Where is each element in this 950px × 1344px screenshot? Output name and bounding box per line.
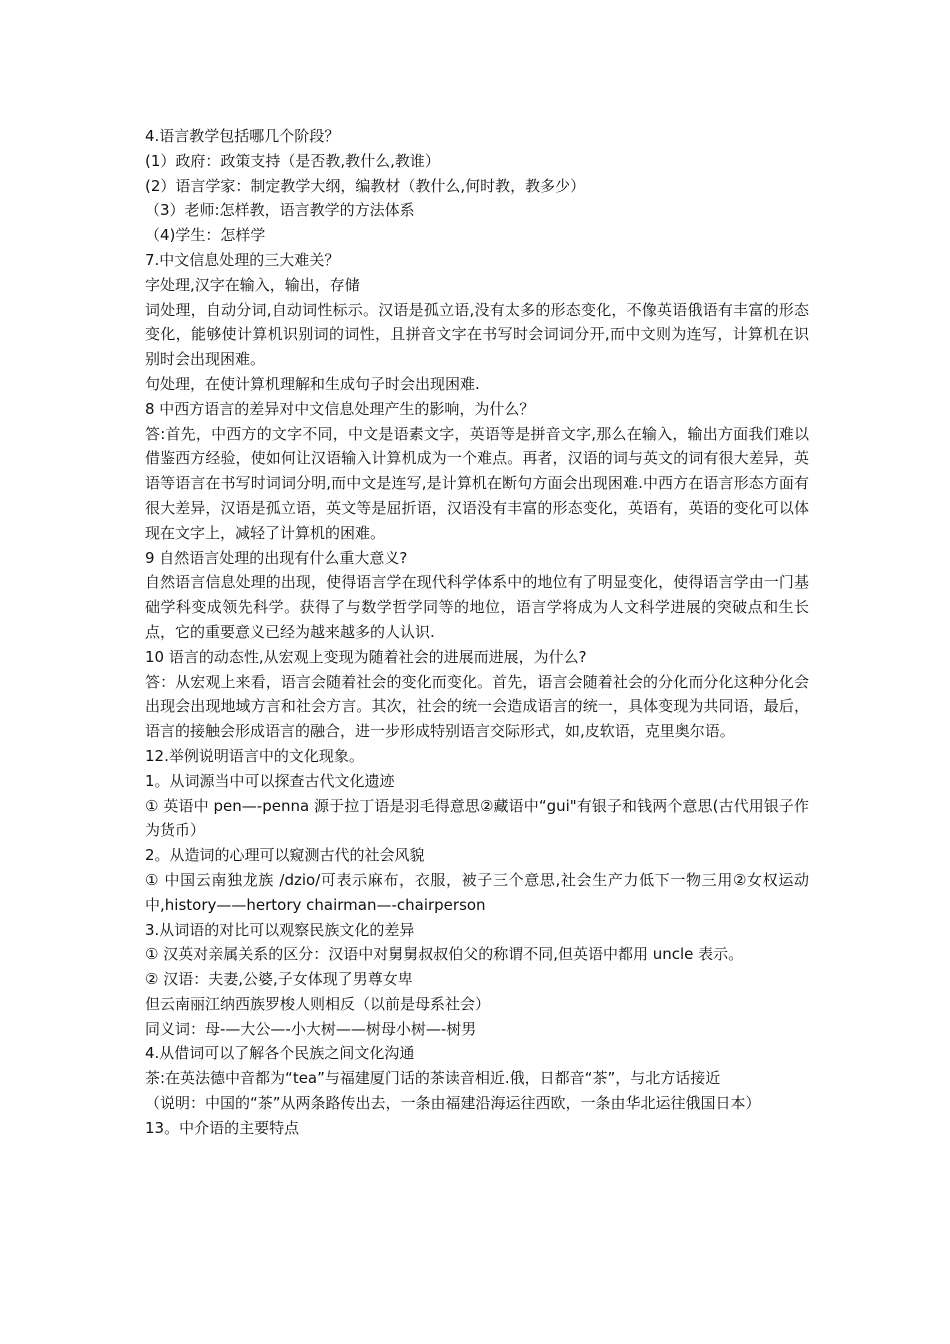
text-line: 3.从词语的对比可以观察民族文化的差异 bbox=[145, 920, 415, 939]
text-line: 4.从借词可以了解各个民族之间文化沟通 bbox=[145, 1044, 415, 1063]
heading-q7: 7.中文信息处理的三大难关？ bbox=[145, 250, 340, 269]
paragraph: ① 中国云南独龙族 /dzio/可表示麻布，衣服，被子三个意思,社会生产力低下一物三用②女权运动中,history——hertory chairman—-chairperson bbox=[145, 870, 809, 914]
heading-q9: 9 自然语言处理的出现有什么重大意义? bbox=[145, 548, 408, 567]
text-line: ② 汉语：夫妻,公婆,子女体现了男尊女卑 bbox=[145, 970, 413, 989]
text-line: 字处理,汉字在输入，输出，存储 bbox=[145, 275, 360, 294]
paragraph: 词处理，自动分词,自动词性标示。汉语是孤立语,没有太多的形态变化，不像英语俄语有丰富的形态变化，能够使计算机识别词的词性，且拼音文字在书写时会词词分开,而中文则为连写，计算机在识别时会出现困难。 bbox=[145, 300, 809, 369]
text-line: (1）政府：政策支持（是否教,教什么,教谁） bbox=[145, 151, 440, 170]
text-line: (2）语言学家：制定教学大纲，编教材（教什么,何时教，教多少） bbox=[145, 176, 586, 195]
text-line: 1。从词源当中可以探查古代文化遗迹 bbox=[145, 771, 395, 790]
text-line: 2。从造词的心理可以窥测古代的社会风貌 bbox=[145, 846, 425, 865]
heading-q8: 8 中西方语言的差异对中文信息处理产生的影响，为什么？ bbox=[145, 399, 535, 418]
text-line: 但云南丽江纳西族罗梭人则相反（以前是母系社会） bbox=[145, 994, 491, 1013]
heading-q4: 4.语言教学包括哪几个阶段？ bbox=[145, 127, 340, 145]
paragraph: 茶:在英法德中音都为“tea”与福建厦门话的茶读音相近.俄，日都音“茶”，与北方话接近 bbox=[145, 1069, 721, 1088]
heading-q10: 10 语言的动态性,从宏观上变现为随着社会的进展而进展，为什么? bbox=[145, 647, 587, 666]
text-line: （3）老师:怎样教，语言教学的方法体系 bbox=[145, 201, 415, 220]
paragraph: （说明：中国的“茶”从两条路传出去，一条由福建沿海运往西欧，一条由华北运往俄国日本） bbox=[145, 1094, 761, 1113]
document-page bbox=[145, 124, 809, 1141]
text-line: 同义词：母-—大公—-小大树——树母小树—-树男 bbox=[145, 1019, 477, 1038]
text-line: 句处理，在使计算机理解和生成句子时会出现困难. bbox=[145, 374, 480, 393]
heading-q12: 12.举例说明语言中的文化现象。 bbox=[145, 746, 364, 765]
heading-q13: 13。中介语的主要特点 bbox=[145, 1118, 300, 1137]
paragraph: ① 英语中 pen—-penna 源于拉丁语是羽毛得意思②藏语中“gui"有银子和钱两个意思(古代用银子作为货币） bbox=[145, 796, 809, 840]
paragraph: 自然语言信息处理的出现，使得语言学在现代科学体系中的地位有了明显变化，使得语言学由一门基础学科变成领先科学。获得了与数学哲学同等的地位，语言学将成为人文科学进展的突破点和生长点，它的重要意义已经为越来越多的人认识. bbox=[145, 573, 809, 641]
text-line: ① 汉英对亲属关系的区分：汉语中对舅舅叔叔伯父的称谓不同,但英语中都用 uncle 表示。 bbox=[145, 945, 744, 964]
paragraph: 答：从宏观上来看，语言会随着社会的变化而变化。首先，语言会随着社会的分化而分化这种分化会出现会出现地域方言和社会方言。其次，社会的统一会造成语言的统一，具体变现为共同语，最后，语言的接触会形成语言的融合，进一步形成特别语言交际形式，如,皮软语，克里奥尔语。 bbox=[145, 672, 809, 741]
paragraph: 答:首先，中西方的文字不同，中文是语素文字，英语等是拼音文字,那么在输入，输出方面我们难以借鉴西方经验，使如何让汉语输入计算机成为一个难点。再者，汉语的词与英文的词有很大差异，英语等语言在书写时词词分明,而中文是连写,是计算机在断句方面会出现困难.中西方在语言形态方面有很大差异，汉语是孤立语，英文等是屈折语，汉语没有丰富的形态变化，英语有，英语的变化可以体现在文字上，减轻了计算机的困难。 bbox=[145, 424, 809, 542]
text-line: （4)学生：怎样学 bbox=[145, 226, 266, 245]
